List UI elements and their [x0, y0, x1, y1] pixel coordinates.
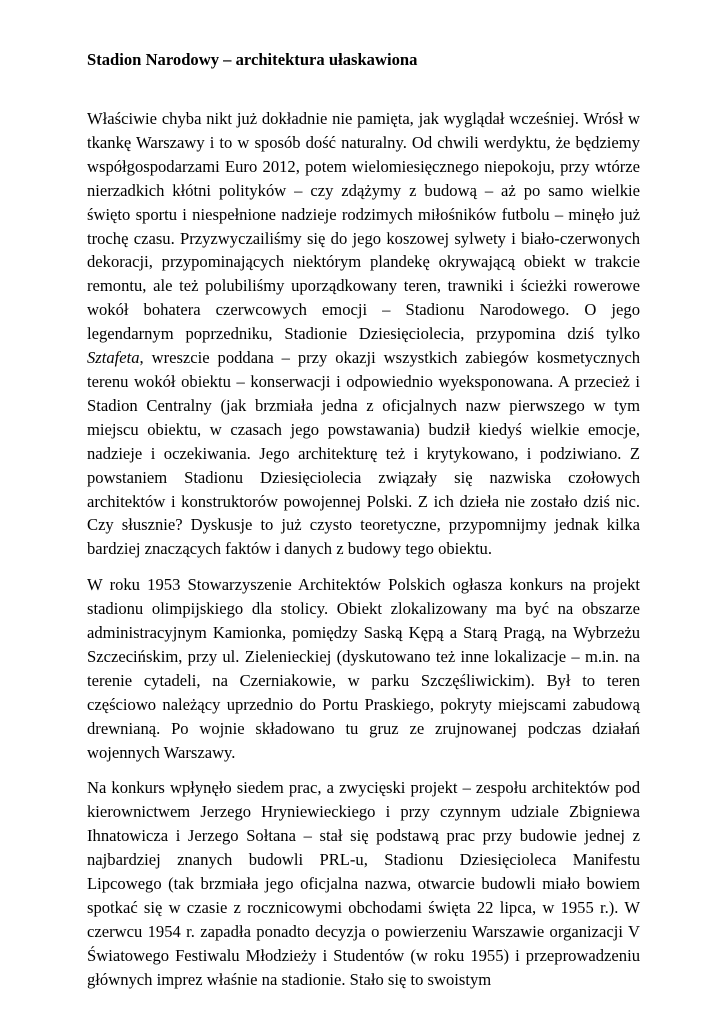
document-page — [87, 48, 640, 992]
paragraph-1-text-start: Właściwie chyba nikt już dokładnie nie pamięta, jak wyglądał wcześniej. Wrósł w tkankę Warszawy i to w sposób dość naturalny. Od chwili werdyktu, że będziemy współgospodarzami Euro 2012, potem wielomiesięcznego niepokoju, przy wtórze nierzadkich kłótni polityków – czy zdążymy z budową – aż po samo wielkie święto sportu i niespełnione nadzieje rodzimych miłośników futbolu – minęło już trochę czasu. Przyzwyczailiśmy się do jego koszowej sylwety i biało-czerwonych dekoracji, przypominających niektórym plandekę okrywającą obiekt w trakcie remontu, ale też polubiliśmy uporządkowany teren, trawniki i ścieżki rowerowe wokół bohatera czerwcowych emocji – Stadionu Narodowego. O jego legendarnym poprzedniku, Stadionie Dziesięciolecia, przypomina dziś tylko — [87, 109, 640, 344]
paragraph-1-text-end: , wreszcie poddana – przy okazji wszystkich zabiegów kosmetycznych terenu wokół obiektu – konserwacji i odpowiednio wyeksponowana. A przecież i Stadion Centralny (jak brzmiała jedna z oficjalnych nazw pierwszego w tym miejscu obiektu, w czasach jego powstawania) budził kiedyś wielkie emocje, nadzieje i oczekiwania. Jego architekturę też i krytykowano, i podziwiano. Z powstaniem Stadionu Dziesięciolecia związały się nazwiska czołowych architektów i konstruktorów powojennej Polski. Z ich dzieła nie zostało dziś nic. Czy słusznie? Dyskusje to już czysto teoretyczne, przypomnijmy jednak kilka bardziej znaczących faktów i danych z budowy tego obiektu. — [87, 348, 640, 559]
paragraph-2: W roku 1953 Stowarzyszenie Architektów Polskich ogłasza konkurs na projekt stadionu olimpijskiego dla stolicy. Obiekt zlokalizowany ma być na obszarze administracyjnym Kamionka, pomiędzy Saską Kępą a Starą Pragą, na Wybrzeżu Szczecińskim, przy ul. Zielenieckiej (dyskutowano też inne lokalizacje – m.in. na terenie cytadeli, na Czerniakowie, w parku Szczęśliwickim). Był to teren częściowo należący uprzednio do Portu Praskiego, pokryty miejscami zabudową drewnianą. Po wojnie składowano tu gruz ze zrujnowanej podczas działań wojennych Warszawy. — [87, 575, 640, 762]
document-title: Stadion Narodowy – architektura ułaskawiona — [87, 50, 418, 69]
paragraph-1-italic-title: Sztafeta — [87, 348, 140, 368]
paragraph-3: Na konkurs wpłynęło siedem prac, a zwycięski projekt – zespołu architektów pod kierownictwem Jerzego Hryniewieckiego i przy czynnym udziale Zbigniewa Ihnatowicza i Jerzego Sołtana – stał się podstawą prac przy budowie jednej z najbardziej znanych budowli PRL-u, Stadionu Dziesięcioleca Manifestu Lipcowego (tak brzmiała jego oficjalna nazwa, otwarcie budowli miało bowiem spotkać się w czasie z rocznicowymi obchodami święta 22 lipca, w 1955 r.). W czerwcu 1954 r. zapadła ponadto decyzja o powierzeniu Warszawie organizacji V Światowego Festiwalu Młodzieży i Studentów (w roku 1955) i przeprowadzeniu głównych imprez właśnie na stadionie. Stało się to swoistym — [87, 778, 640, 989]
title-spacer — [87, 72, 640, 107]
paragraph-spacer — [87, 764, 640, 776]
paragraph-1 — [87, 107, 640, 561]
paragraph-spacer — [87, 561, 640, 573]
